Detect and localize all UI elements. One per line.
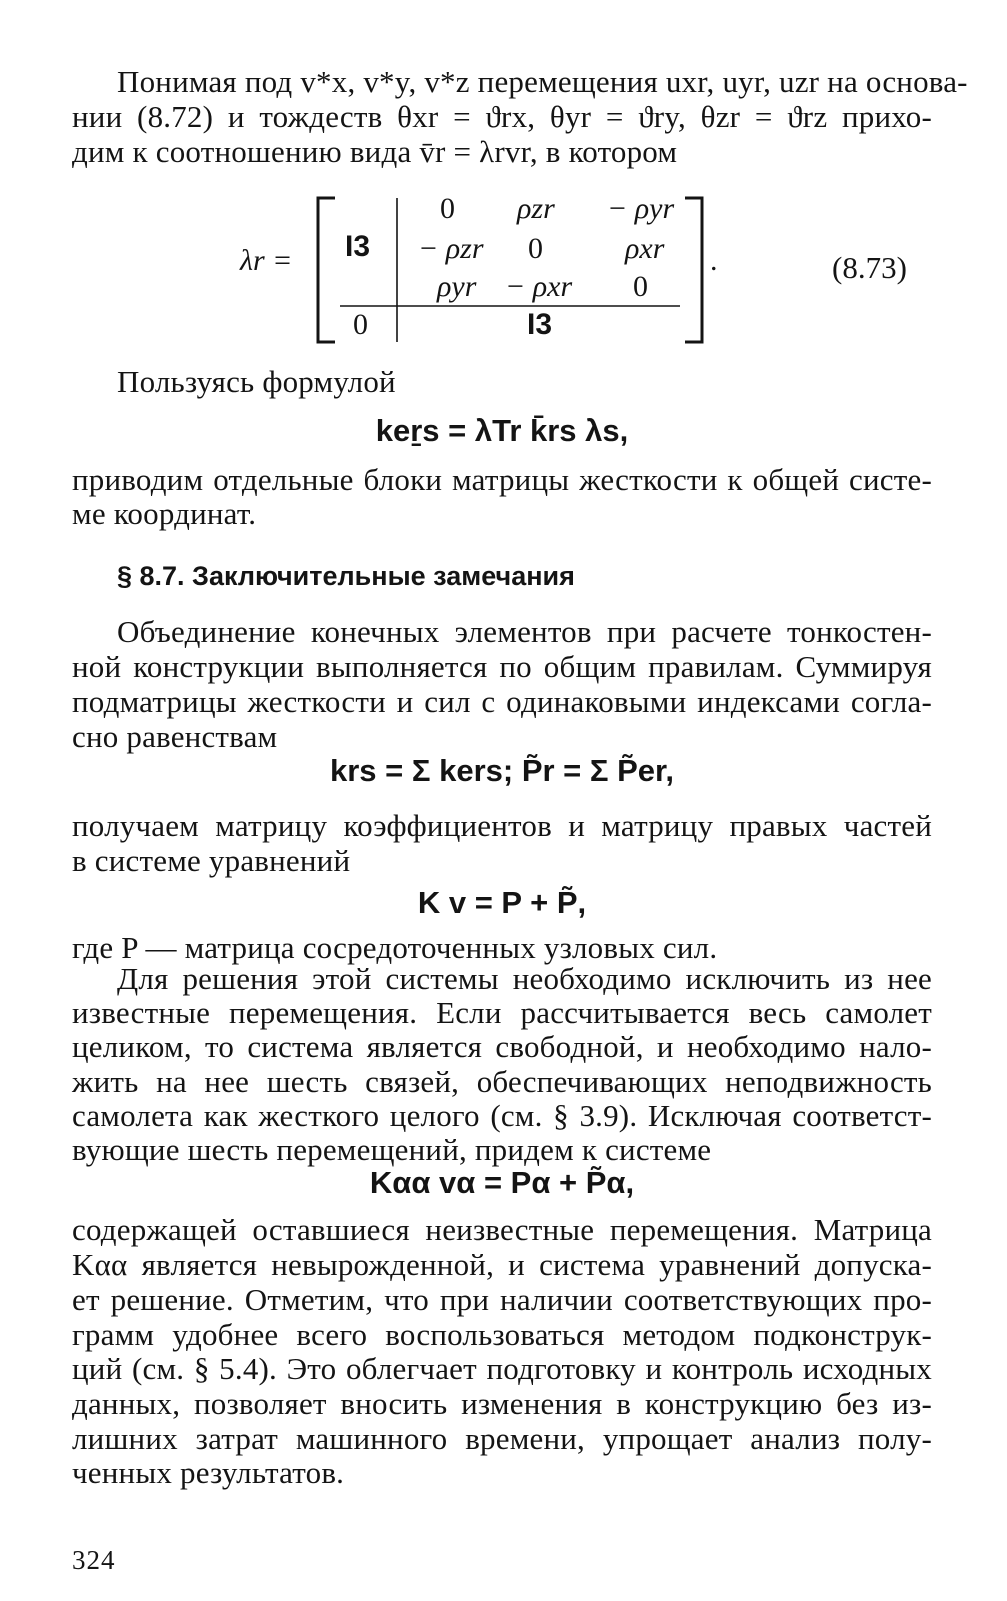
page-number: 324 [72, 1545, 116, 1575]
text-line: целиком, то система является свободной, и необходимо нало- [72, 1029, 932, 1064]
matrix-cell: ρyr [437, 270, 477, 303]
formula-sum: krs = Σ kers; P̃r = Σ P̃er, [330, 753, 674, 788]
matrix-cell: 0 [440, 192, 455, 225]
text-line: ной конструкции выполняется по общим правилам. Суммируя [72, 649, 932, 684]
text-line: ций (см. § 5.4). Это облегчает подготовку и контроль исходных [72, 1351, 932, 1386]
matrix-cell: − ρyr [607, 192, 675, 225]
identity-block: I3 [527, 308, 553, 341]
text-line: грамм удобнее всего воспользоваться методом подконструк- [72, 1317, 932, 1352]
formula-system: K v = P + P̃, [417, 885, 587, 920]
section-heading: § 8.7. Заключительные замечания [117, 561, 575, 591]
text-line: содержащей оставшиеся неизвестные перемещения. Матрица [72, 1212, 932, 1247]
text-line: ет решение. Отметим, что при наличии соответствующих про- [72, 1282, 932, 1317]
text-line: сно равенствам [72, 719, 278, 754]
text-line: Понимая под v*x, v*y, v*z перемещения uxr, uyr, uzr на основа- [117, 64, 968, 99]
matrix-cell: − ρxr [505, 270, 573, 303]
lambda-r-lhs: λr = [240, 244, 293, 277]
text-line: самолета как жесткого целого (см. § 3.9). Исключая соответст- [72, 1098, 932, 1133]
block-matrix-brackets [0, 0, 1007, 360]
text-line: подматрицы жесткости и сил с одинаковыми индексами согла- [72, 684, 932, 719]
text-line: ченных результатов. [72, 1455, 345, 1490]
text-line: где P — матрица сосредоточенных узловых сил. [72, 930, 718, 965]
text-line: ме координат. [72, 496, 257, 531]
text-line: нии (8.72) и тождеств θxr = ϑrx, θyr = ϑry, θzr = ϑrz прихо- [72, 99, 932, 134]
matrix-cell: ρzr [517, 192, 555, 225]
matrix-cell: − ρzr [418, 232, 484, 265]
text-line: известные перемещения. Если рассчитывается весь самолет [72, 995, 932, 1030]
text-line: данных, позволяет вносить изменения в конструкцию без из- [72, 1386, 932, 1421]
matrix-cell: 0 [528, 232, 543, 265]
text-line: Для решения этой системы необходимо исключить из нее [117, 961, 932, 996]
zero-block: 0 [353, 308, 368, 341]
formula-reduced-system: Kαα vα = Pα + P̃α, [369, 1165, 635, 1200]
text-line: вующие шесть перемещений, придем к системе [72, 1132, 712, 1167]
equation-number: (8.73) [832, 250, 907, 285]
equation-8-73 [0, 0, 1007, 360]
equation-period: . [710, 244, 718, 277]
formula-stiffness-transform: keṟs = λTr k̄rs λs, [375, 413, 629, 448]
identity-block: I3 [345, 230, 371, 263]
text-line: в системе уравнений [72, 843, 351, 878]
matrix-cell: 0 [633, 270, 648, 303]
text-line: жить на нее шесть связей, обеспечивающих неподвижность [72, 1064, 932, 1099]
text-line: Kαα является невырожденной, и система уравнений допуска- [72, 1247, 932, 1282]
text-line: Объединение конечных элементов при расчете тонкостен- [117, 614, 932, 649]
text-line: лишних затрат машинного времени, упрощает анализ полу- [72, 1421, 932, 1456]
text-line: приводим отдельные блоки матрицы жесткости к общей систе- [72, 462, 932, 497]
text-line: дим к соотношению вида v̄r = λrvr, в котором [72, 134, 678, 169]
text-line: Пользуясь формулой [117, 364, 396, 399]
matrix-cell: ρxr [625, 232, 665, 265]
text-line: получаем матрицу коэффициентов и матрицу правых частей [72, 808, 932, 843]
